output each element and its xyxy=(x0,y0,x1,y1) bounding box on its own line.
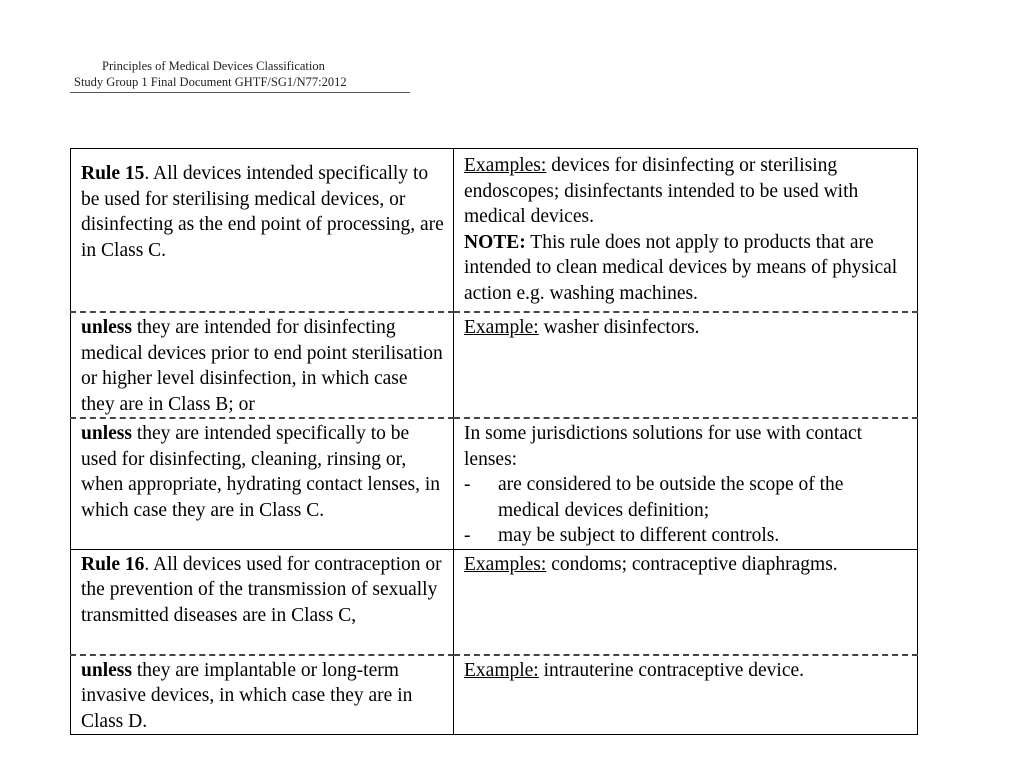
rule-cell xyxy=(71,312,454,418)
example-text: washer disinfectors. xyxy=(538,317,700,338)
rule-cell xyxy=(71,655,454,735)
rule-text: they are implantable or long-term invasive devices, in which case they are in Class D. xyxy=(81,659,413,732)
rule-cell xyxy=(71,418,454,549)
note-label: NOTE: xyxy=(464,231,526,253)
rule-text: they are intended specifically to be used for disinfecting, cleaning, rinsing or, when appropriate, hydrating contact lenses, in which case they are in Class C. xyxy=(81,423,441,521)
rule-cell xyxy=(71,549,454,655)
examples-cell xyxy=(454,549,918,655)
list-item xyxy=(464,472,909,523)
table-row xyxy=(71,312,918,418)
rule-label: Rule 16 xyxy=(81,553,145,575)
example-text: intrauterine contraceptive device. xyxy=(538,659,805,681)
unless-label: unless xyxy=(81,317,132,338)
table-row xyxy=(71,549,918,655)
rule-text: . All devices intended specifically to be used for sterilising medical devices, or disinfecting as the end point of processing, are in Class C. xyxy=(81,163,444,261)
dash-marker: - xyxy=(464,474,471,495)
rule-label: Rule 15 xyxy=(81,163,145,184)
document-title: Principles of Medical Devices Classification xyxy=(102,59,325,73)
rule-text: . All devices used for contraception or the prevention of the transmission of sexually transmitted diseases are in Class C, xyxy=(81,553,442,626)
examples-label: Examples: xyxy=(464,155,547,176)
table-row xyxy=(71,149,918,313)
jurisdiction-text: In some jurisdictions solutions for use with contact lenses: xyxy=(464,423,863,470)
examples-cell xyxy=(454,149,918,313)
page-header xyxy=(70,58,410,93)
example-label: Example: xyxy=(464,317,539,338)
examples-cell xyxy=(454,312,918,418)
examples-cell xyxy=(454,418,918,549)
rule-text: they are intended for disinfecting medical devices prior to end point sterilisation or higher level disinfection, in which case they are in Class B; or xyxy=(81,317,443,415)
examples-label: Examples: xyxy=(464,553,547,575)
rule-cell xyxy=(71,149,454,313)
examples-text: devices for disinfecting or sterilising endoscopes; disinfectants intended to be used with medical devices. xyxy=(464,155,859,227)
jurisdiction-list xyxy=(464,472,909,549)
unless-label: unless xyxy=(81,659,132,681)
examples-cell xyxy=(454,655,918,735)
list-item xyxy=(464,523,909,549)
unless-label: unless xyxy=(81,423,132,444)
table-row xyxy=(71,655,918,735)
document-reference: Study Group 1 Final Document GHTF/SG1/N77:2012 xyxy=(74,75,347,89)
list-item-text: may be subject to different controls. xyxy=(498,525,780,546)
note-text: This rule does not apply to products that are intended to clean medical devices by means of physical action e.g. washing machines. xyxy=(464,231,898,304)
table-row xyxy=(71,418,918,549)
list-item-text: are considered to be outside the scope of the medical devices definition; xyxy=(498,474,844,521)
classification-rules-table xyxy=(70,148,918,735)
dash-marker: - xyxy=(464,525,471,546)
example-label: Example: xyxy=(464,659,539,681)
examples-text: condoms; contraceptive diaphragms. xyxy=(546,553,838,575)
